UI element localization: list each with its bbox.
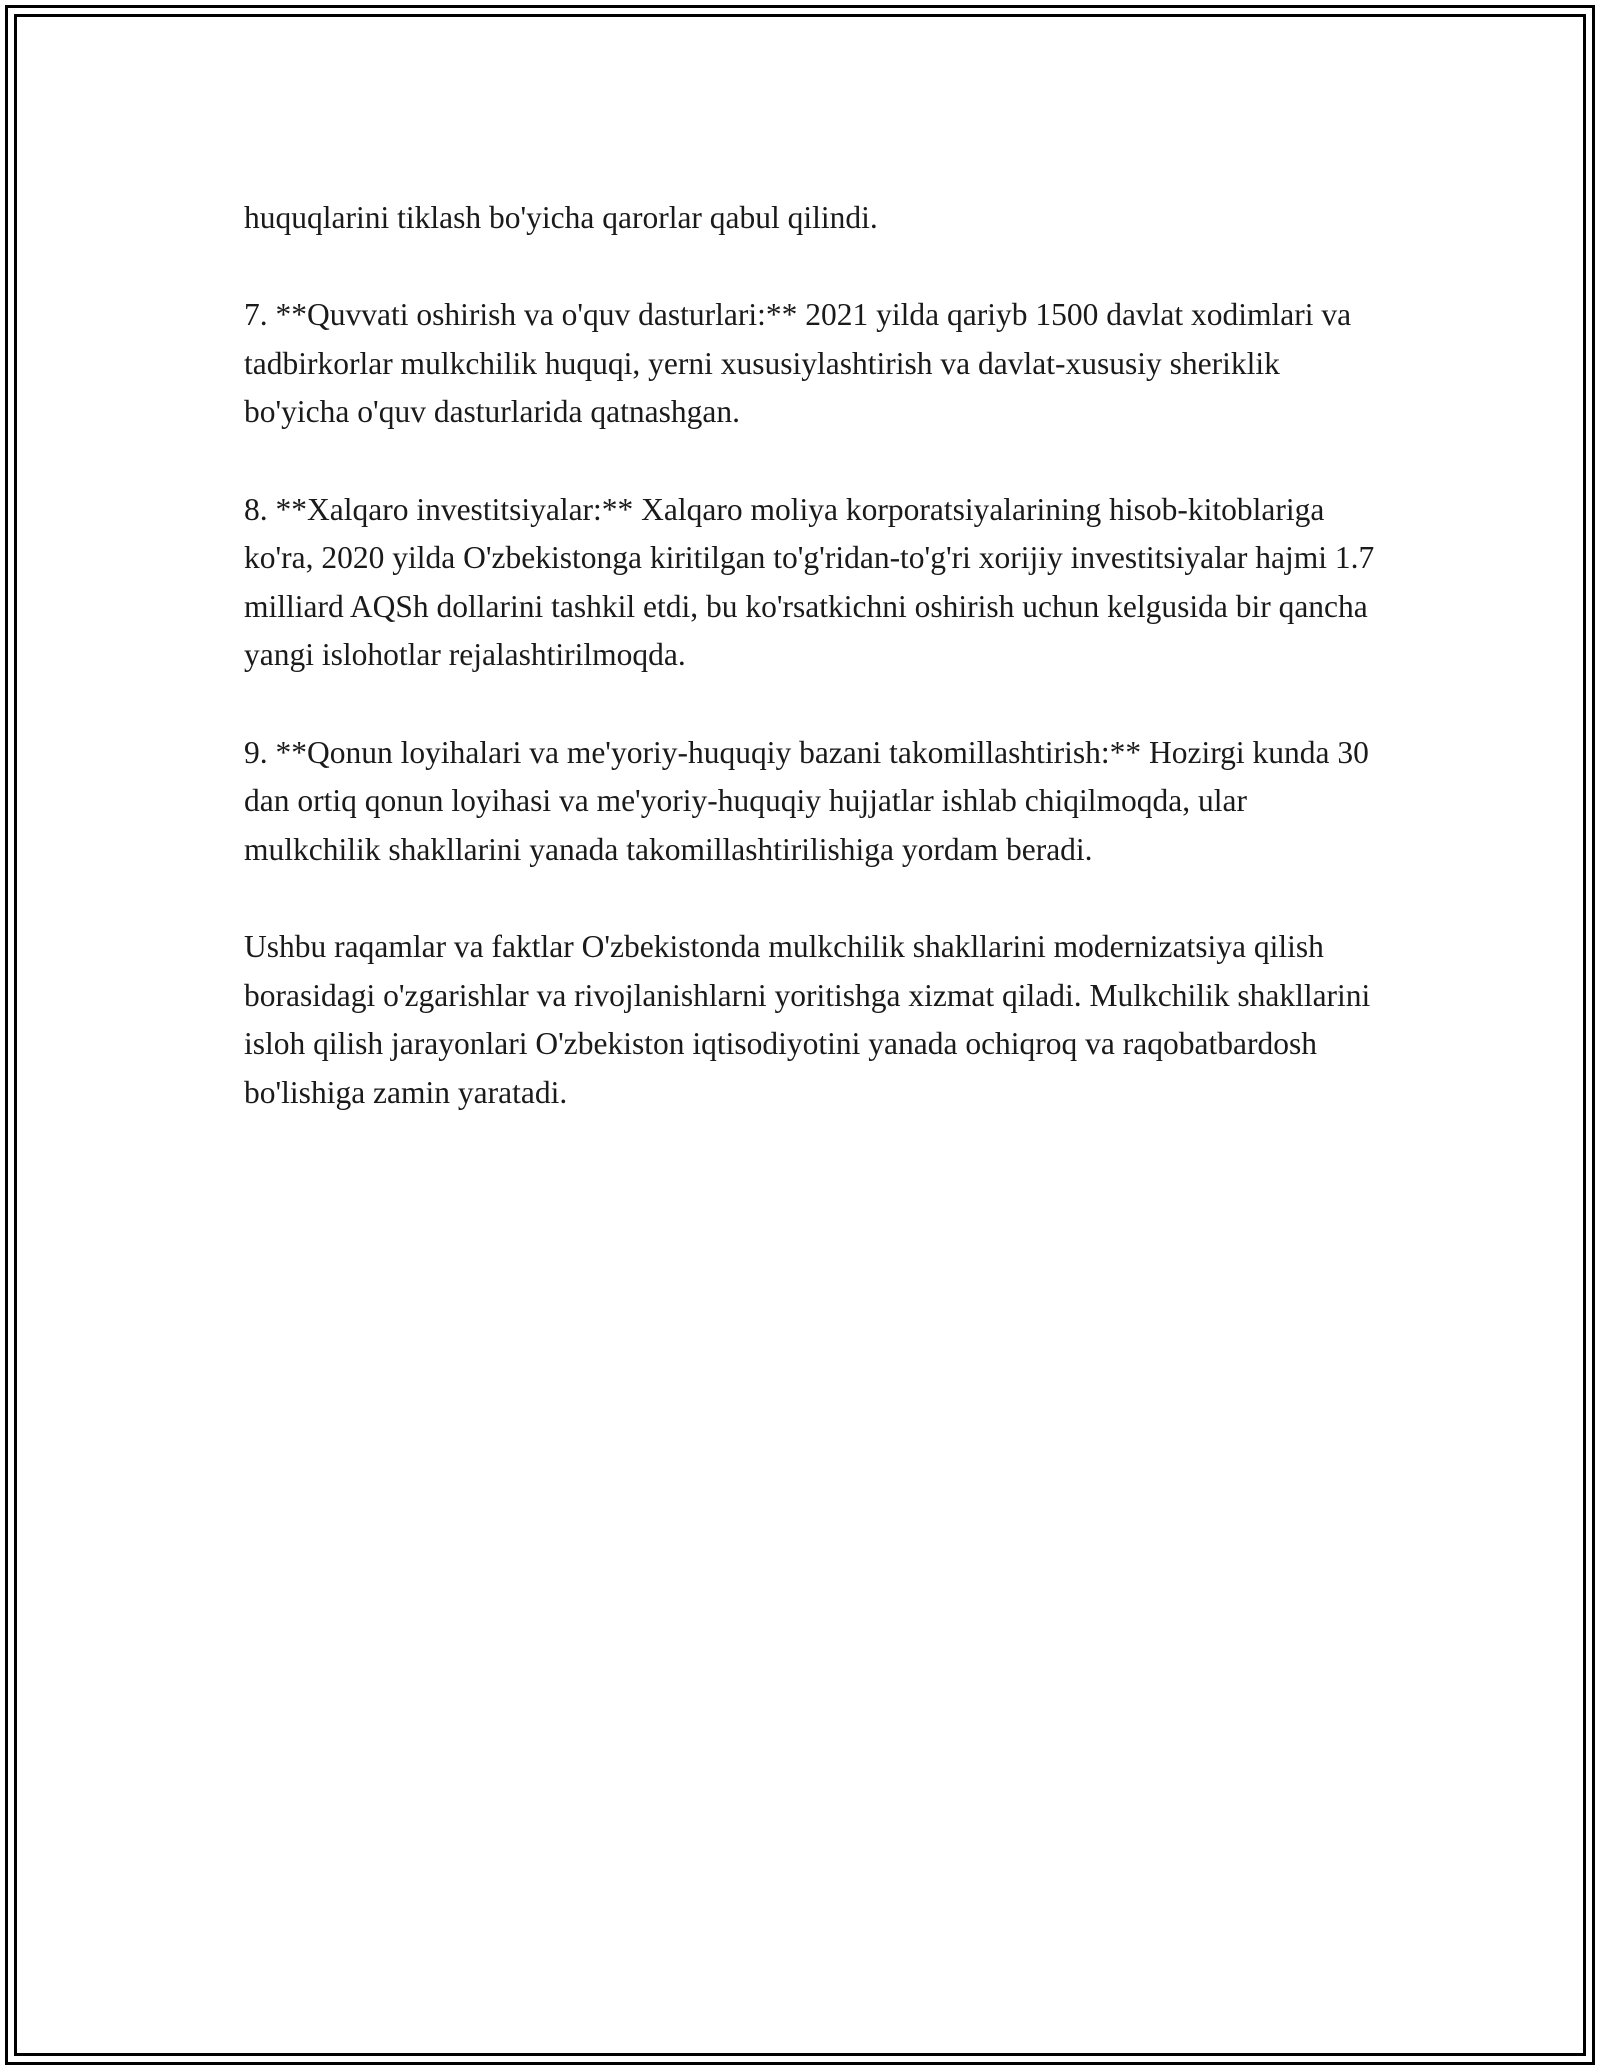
paragraph-item-8: 8. **Xalqaro investitsiyalar:** Xalqaro moliya korporatsiyalarining hisob-kitoblariga ko'ra, 2020 yilda O'zbekistonga kiritilgan to'g'ridan-to'g'ri xorijiy investitsiyalar hajmi 1.7 milliard AQSh dollarini tashkil etdi, bu ko'rsatkichni oshirish uchun kelgusida bir qancha yangi islohotlar rejalashtirilmoqda. (244, 491, 1375, 673)
paragraph-continuation: huquqlarini tiklash bo'yicha qarorlar qabul qilindi. (244, 200, 878, 235)
document-body (244, 194, 1384, 1117)
paragraph-item-9: 9. **Qonun loyihalari va me'yoriy-huquqiy bazani takomillashtirish:** Hozirgi kunda 30 dan ortiq qonun loyihasi va me'yoriy-huquqiy hujjatlar ishlab chiqilmoqda, ular mulkchilik shakllarini yanada takomillashtirilishiga yordam beradi. (244, 734, 1369, 867)
page-frame (5, 5, 1595, 2065)
paragraph-conclusion: Ushbu raqamlar va faktlar O'zbekistonda mulkchilik shakllarini modernizatsiya qilish borasidagi o'zgarishlar va rivojlanishlarni yoritishga xizmat qiladi. Mulkchilik shakllarini isloh qilish jarayonlari O'zbekiston iqtisodiyotini yanada ochiqroq va raqobatbardosh bo'lishiga zamin yaratadi. (244, 928, 1371, 1110)
paragraph-item-7: 7. **Quvvati oshirish va o'quv dasturlari:** 2021 yilda qariyb 1500 davlat xodimlari va tadbirkorlar mulkchilik huquqi, yerni xususiylashtirish va davlat-xususiy sheriklik bo'yicha o'quv dasturlarida qatnashgan. (244, 297, 1352, 430)
